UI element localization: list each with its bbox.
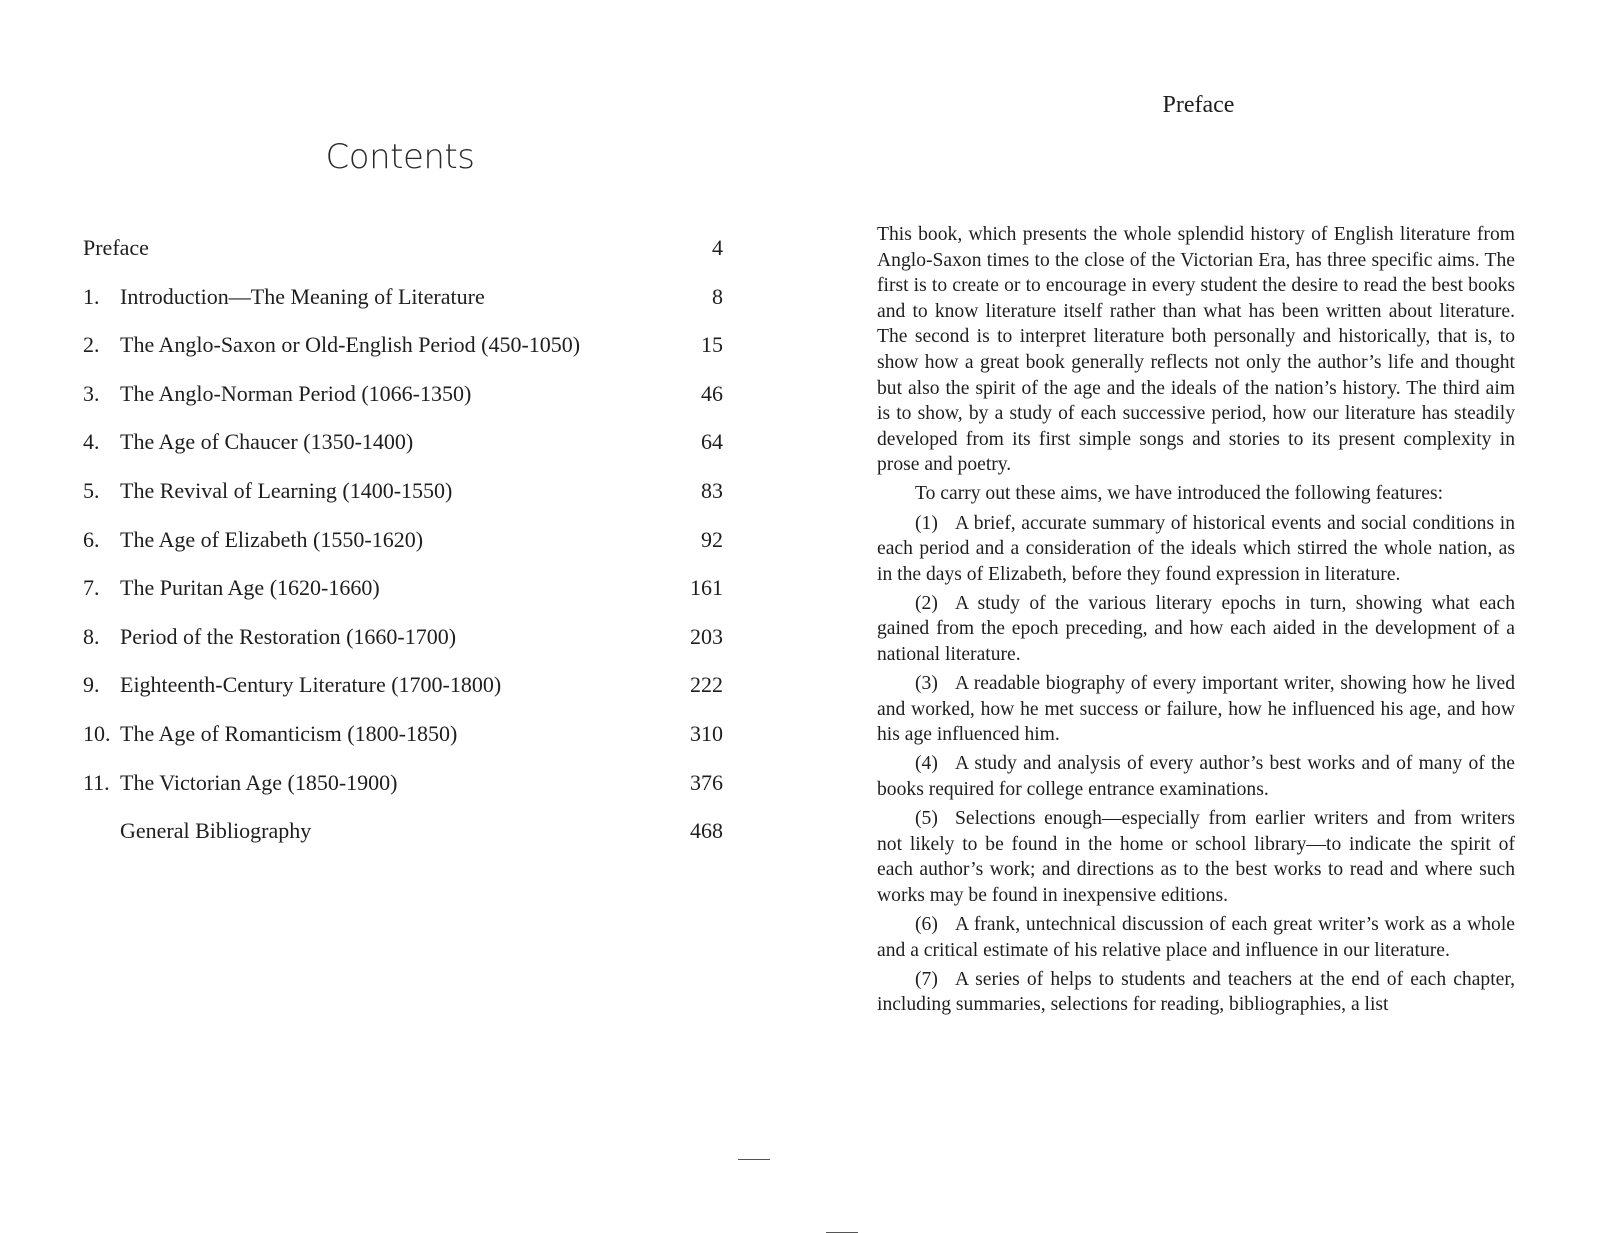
page-footer-rule: [738, 1159, 770, 1160]
preface-title: Preface: [1162, 92, 1235, 118]
toc-entry-page: 15: [701, 332, 723, 358]
toc-entry-title: The Revival of Learning (1400-1550): [120, 477, 453, 503]
feature-item: [877, 591, 1515, 668]
toc-entry-page: 83: [701, 477, 723, 503]
feature-item-text: Selections enough—especially from earlier writers and from writers not likely to be found in the home or school library—to indicate the spirit of each author’s work; and directions as to the best works to read and where such works may be found in inexpensive editions.: [877, 808, 1515, 906]
toc-entry-page: 310: [690, 720, 723, 746]
feature-item-number: (1): [915, 512, 938, 534]
toc-entry-title: Eighteenth-Century Literature (1700-1800): [120, 672, 502, 698]
toc-entry[interactable]: [83, 815, 723, 864]
toc-entry-page: 46: [701, 380, 723, 406]
toc-entry-number: 8.: [83, 623, 100, 649]
toc-entry-number: 5.: [83, 477, 100, 503]
preface-paragraph: To carry out these aims, we have introduced the following features:: [915, 483, 1444, 505]
toc-entry-title: The Victorian Age (1850-1900): [120, 769, 398, 795]
toc-entry[interactable]: [83, 426, 723, 475]
toc-entry[interactable]: [83, 232, 723, 281]
feature-item-number: (5): [915, 808, 938, 830]
toc-entry-page: 222: [690, 672, 723, 698]
feature-item-number: (7): [915, 968, 938, 990]
toc-entry-page: 468: [690, 818, 723, 844]
toc-entry[interactable]: [83, 572, 723, 621]
feature-item-text: A study of the various literary epochs in turn, showing what each gained from the epoch preceding, and how each aided in the development of a national literature.: [877, 592, 1515, 665]
feature-item-text: A brief, accurate summary of historical events and social conditions in each period and a consideration of the ideals which stirred the whole nation, as in the days of Elizabeth, before they found expression in literature.: [877, 512, 1515, 585]
preface-body: [877, 222, 1515, 1021]
feature-item-number: (2): [915, 592, 938, 614]
feature-item-number: (4): [915, 753, 938, 775]
toc-entry-page: 92: [701, 526, 723, 552]
feature-item: [877, 967, 1515, 1018]
toc-entry[interactable]: [83, 378, 723, 427]
toc-entry-number: 10.: [83, 720, 111, 746]
contents-title: Contents: [325, 137, 475, 177]
feature-item: [877, 671, 1515, 748]
toc-entry-page: 376: [690, 769, 723, 795]
toc-entry-title: The Age of Elizabeth (1550-1620): [120, 526, 424, 552]
toc-entry[interactable]: [83, 621, 723, 670]
toc-entry-title: Preface: [83, 235, 149, 260]
preface-paragraph: This book, which presents the whole splendid history of English literature from Anglo-Saxon times to the close of the Victorian Era, has three specific aims. The first is to create or to encourage in every student the desire to read the best books and to know literature itself rather than what has been written about literature. The second is to interpret literature both personally and historically, that is, to show how a great book generally reflects not only the author’s life and thought but also the spirit of the age and the ideals of the nation’s history. The third aim is to show, by a study of each successive period, how our literature has steadily developed from its first simple songs and stories to its present complexity in prose and poetry.: [877, 224, 1515, 476]
toc-entry-title: Introduction—The Meaning of Literature: [120, 283, 485, 309]
feature-item-text: A readable biography of every important writer, showing how he lived and worked, how he met success or failure, how he influenced his age, and how his age influenced him.: [877, 673, 1515, 746]
toc-entry-title: The Age of Chaucer (1350-1400): [120, 429, 414, 455]
toc-entry-page: 203: [690, 623, 723, 649]
feature-item: [877, 806, 1515, 908]
preface-page: [800, 0, 1600, 1233]
feature-item-number: (3): [915, 673, 938, 695]
toc-entry[interactable]: [83, 329, 723, 378]
toc-entry[interactable]: [83, 767, 723, 816]
toc-entry-page: 161: [690, 575, 723, 601]
toc-entry-title: The Age of Romanticism (1800-1850): [120, 720, 458, 746]
toc-entry-title: The Anglo-Norman Period (1066-1350): [120, 380, 472, 406]
feature-item: [877, 751, 1515, 802]
toc-entry[interactable]: [83, 669, 723, 718]
toc-entry-number: 7.: [83, 575, 100, 601]
toc-entry-number: 6.: [83, 526, 100, 552]
toc-entry-title: Period of the Restoration (1660-1700): [120, 623, 457, 649]
toc-entry-page: 64: [701, 429, 723, 455]
toc-entry-number: 11.: [83, 769, 110, 795]
feature-item: [877, 912, 1515, 963]
toc-entry-number: 1.: [83, 283, 100, 309]
feature-item: [877, 511, 1515, 588]
toc-entry-number: 2.: [83, 332, 100, 358]
toc-entry-page: 8: [712, 283, 723, 309]
table-of-contents: [83, 232, 723, 864]
feature-item-text: A study and analysis of every author’s best works and of many of the books required for college entrance examinations.: [877, 753, 1515, 800]
toc-entry[interactable]: [83, 475, 723, 524]
toc-entry[interactable]: [83, 524, 723, 573]
feature-item-text: A frank, untechnical discussion of each great writer’s work as a whole and a critical estimate of his relative place and influence in our literature.: [877, 913, 1515, 961]
toc-entry[interactable]: [83, 718, 723, 767]
toc-entry-number: 4.: [83, 429, 100, 455]
toc-entry-page: 4: [712, 235, 723, 260]
toc-entry-title: General Bibliography: [120, 818, 312, 844]
feature-item-number: (6): [915, 913, 938, 935]
toc-entry-title: The Anglo-Saxon or Old-English Period (450-1050): [120, 332, 581, 358]
feature-item-text: A series of helps to students and teachers at the end of each chapter, including summaries, selections for reading, bibliographies, a list: [877, 968, 1515, 1016]
toc-entry-number: 3.: [83, 380, 100, 406]
toc-entry[interactable]: [83, 281, 723, 330]
toc-entry-number: 9.: [83, 672, 100, 698]
toc-entry-title: The Puritan Age (1620-1660): [120, 575, 380, 601]
